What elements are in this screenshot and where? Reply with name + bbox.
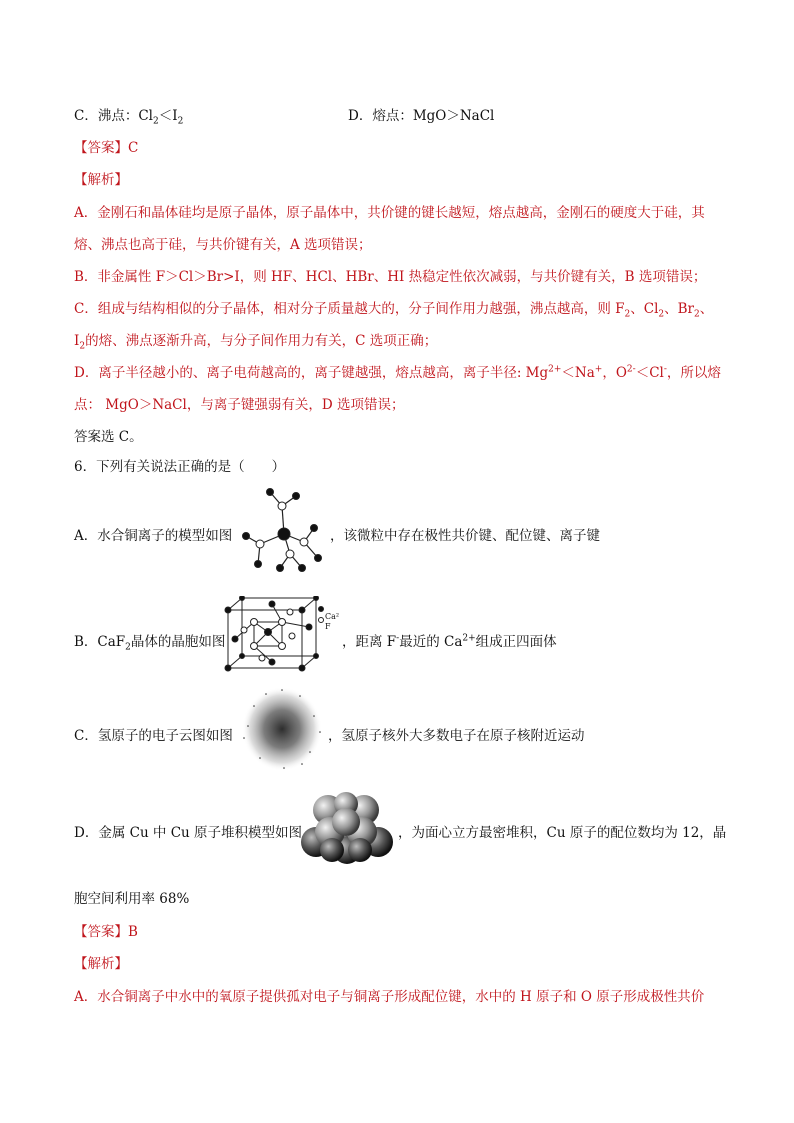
q6-option-d-line2: 胞空间利用率 68% <box>74 891 190 907</box>
caf2-legend-f: F <box>325 622 331 631</box>
q6-option-d-suffix: ，为面心立方最密堆积，Cu 原子的配位数均为 12，晶 <box>398 825 727 841</box>
caf2-unit-cell-image <box>224 596 340 672</box>
q5-analysis-a-line2: 熔、沸点也高于硅，与共价键有关，A 选项错误； <box>74 237 372 253</box>
q5-option-d: D．熔点：MgO＞NaCl <box>348 108 495 124</box>
q6-analysis-a: A．水合铜离子中水中的氧原子提供孤对电子与铜离子形成配位键，水中的 H 原子和 O 原子形成极性共价 <box>74 989 705 1005</box>
q5-conclusion: 答案选 C。 <box>74 429 143 445</box>
q5-answer: 【答案】C <box>74 140 139 156</box>
q5-analysis-d-line1: D．离子半径越小的、离子电荷越高的，离子键越强，熔点越高，离子半径: $Mg^{2+}<Na^+$，$O^{2-}<Cl^-$，所以熔 <box>74 364 721 381</box>
q6-analysis-label: 【解析】 <box>74 956 128 972</box>
q6-option-a-prefix: A．水合铜离子的模型如图 <box>74 528 233 544</box>
q6-option-d-prefix: D．金属 Cu 中 Cu 原子堆积模型如图 <box>74 825 303 841</box>
hydrated-copper-ion-model-image <box>238 488 328 572</box>
q5-analysis-d-line2: 点： MgO＞NaCl，与离子键强弱有关，D 选项错误； <box>74 397 405 413</box>
copper-fcc-packing-image <box>298 792 396 864</box>
q6-stem: 6．下列有关说法正确的是（ ） <box>74 459 286 475</box>
q5-analysis-c-line2: $I_2$的熔、沸点逐渐升高，与分子间作用力有关，C 选项正确； <box>74 333 438 352</box>
q6-option-a-suffix: ，该微粒中存在极性共价键、配位键、离子键 <box>330 528 600 544</box>
q5-analysis-label: 【解析】 <box>74 172 128 188</box>
q6-answer: 【答案】B <box>74 924 138 940</box>
q5-option-c: C．沸点：$Cl_2<I_2$ <box>74 108 184 127</box>
q6-option-b-suffix: ，距离 F-最近的 $Ca^{2+}$组成正四面体 <box>342 633 557 650</box>
q6-option-c-prefix: C．氢原子的电子云图如图 <box>74 728 233 744</box>
q5-analysis-b-line1: B．非金属性 F＞Cl＞Br>I，则 HF、HCl、HBr、HI 热稳定性依次减弱，与共价键有关，B 选项错误； <box>74 269 707 285</box>
q6-option-c-suffix: ，氢原子核外大多数电子在原子核附近运动 <box>328 728 585 744</box>
q5-analysis-c-line1: C．组成与结构相似的分子晶体，相对分子质量越大的，分子间作用力越强，沸点越高，则 $F_2$、$Cl_2$、$Br_2$、 <box>74 301 714 320</box>
caf2-legend-ca: Ca² <box>325 612 340 621</box>
q5-analysis-a-line1: A．金刚石和晶体硅均是原子晶体，原子晶体中，共价键的键长越短，熔点越高，金刚石的硬度大于硅，其 <box>74 205 705 221</box>
q6-option-b-prefix: B．CaF$_2$晶体的晶胞如图 <box>74 634 226 653</box>
hydrogen-electron-cloud-image <box>240 686 324 772</box>
